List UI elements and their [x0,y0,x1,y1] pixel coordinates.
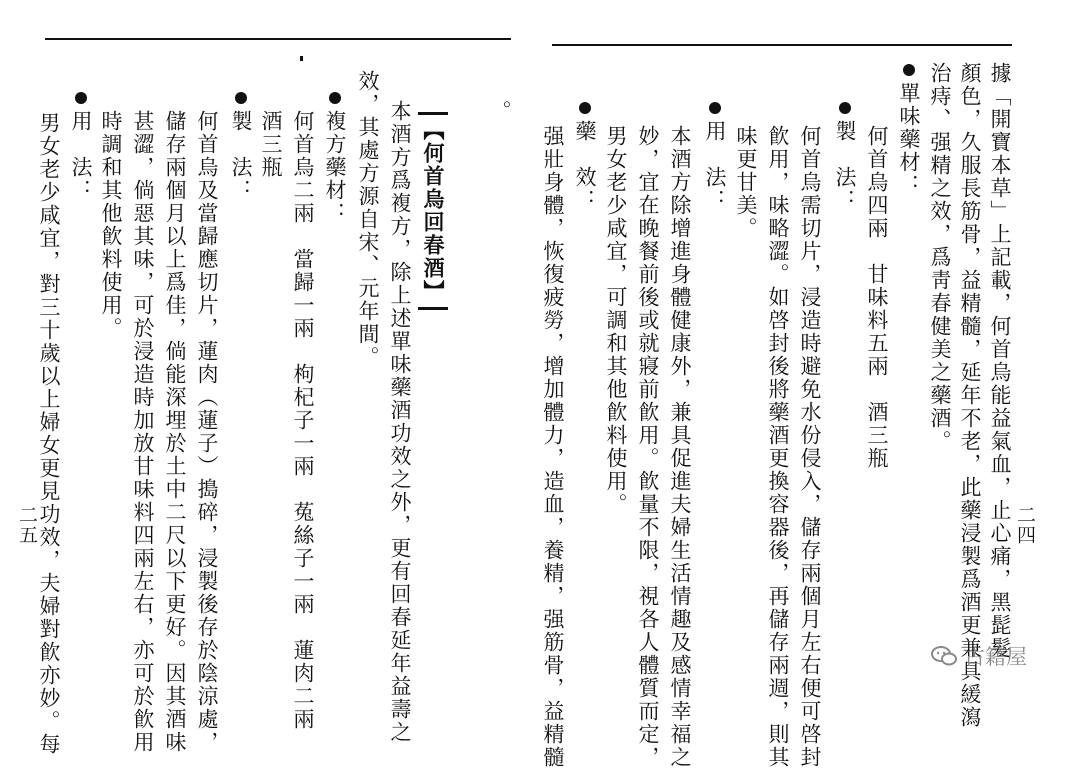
watermark-text: 古籍屋 [964,645,1027,669]
text-column: 味更甘美。 [734,125,758,240]
right-page-top-rule [552,44,1012,46]
text-column: 甚澀，倘惡其味，可於浸造時加放甘味料四兩左右，亦可於飮用 [131,110,155,754]
section-heading-usage: 用 法： [66,90,96,202]
section-heading-efficacy: 藥 效： [570,100,600,212]
left-page-top-rule [45,38,511,40]
text-column: 效，其處方源自宋、元年間。 [356,70,380,369]
section-heading-compound-herbs: 複方藥材： [320,90,350,225]
bullet-icon [235,92,247,104]
text-column: 。 [488,100,512,123]
page-number-25: 二五 [16,505,38,545]
chat-bubble-icon [930,645,958,667]
text-column: 本酒方爲複方，除上述單味藥酒功效之外，更有回春延年益壽之 [388,100,412,744]
recipe-title: 【何首烏回春酒】 [418,112,448,310]
bullet-icon [329,92,341,104]
text-column: 何首烏二兩 當歸一兩 枸杞子一兩 菟絲子一兩 蓮肉二兩 [291,110,315,731]
text-column: 據「開寶本草」上記載，何首烏能益氣血，止心痛，黑髭髮 [988,62,1012,660]
stray-mark [300,56,303,61]
text-column: 飮用，味略澀。如啓封後將藥酒更換容器後，再儲存兩週，則其 [766,125,790,769]
text-column: 時調和其他飮料使用。 [99,110,123,340]
bullet-icon [579,102,591,114]
page-number-24: 二四 [1014,505,1036,545]
text-column: 妙，宜在晚餐前後或就寢前飮用。飮量不限，視各人體質而定， [636,125,660,769]
text-column: 何首烏及當歸應切片，蓮肉（蓮子）搗碎，浸製後存於陰涼處， [195,110,219,754]
text-column: 顏色，久服長筋骨，益精髓，延年不老，此藥浸製爲酒更兼具緩瀉 [958,62,982,729]
text-column: 何首烏需切片，浸造時避免水份侵入，儲存兩個月左右便可啓封 [798,125,822,769]
bullet-icon [75,92,87,104]
text-column: 治痔、强精之效，爲靑春健美之藥酒。 [928,62,952,453]
section-heading-preparation: 製 法： [226,90,256,202]
section-heading-usage: 用 法： [700,100,730,212]
watermark [930,636,1060,676]
bullet-icon [903,64,915,76]
section-heading-preparation: 製 法： [830,100,860,212]
text-column: 本酒方除增進身體健康外，兼具促進夫婦生活情趣及感情幸福之 [668,125,692,769]
text-column: 强壯身體，恢復疲勞，增加體力，造血，養精，强筋骨，益精髓 [541,125,565,769]
text-column: 男女老少咸宜，對三十歲以上婦女更見功效，夫婦對飮亦妙。每 [37,112,61,756]
text-column: 何首烏四兩 甘味料五兩 酒三瓶 [865,125,889,470]
bullet-icon [839,102,851,114]
bullet-icon [709,102,721,114]
text-column: 男女老少咸宜，可調和其他飮料使用。 [604,125,628,516]
section-heading-single-herbs: 單味藥材： [894,62,924,197]
text-column: 儲存兩個月以上爲佳，倘能深埋於土中二尺以下更好。因其酒味 [163,110,187,754]
text-column: 酒三瓶 [259,110,283,179]
